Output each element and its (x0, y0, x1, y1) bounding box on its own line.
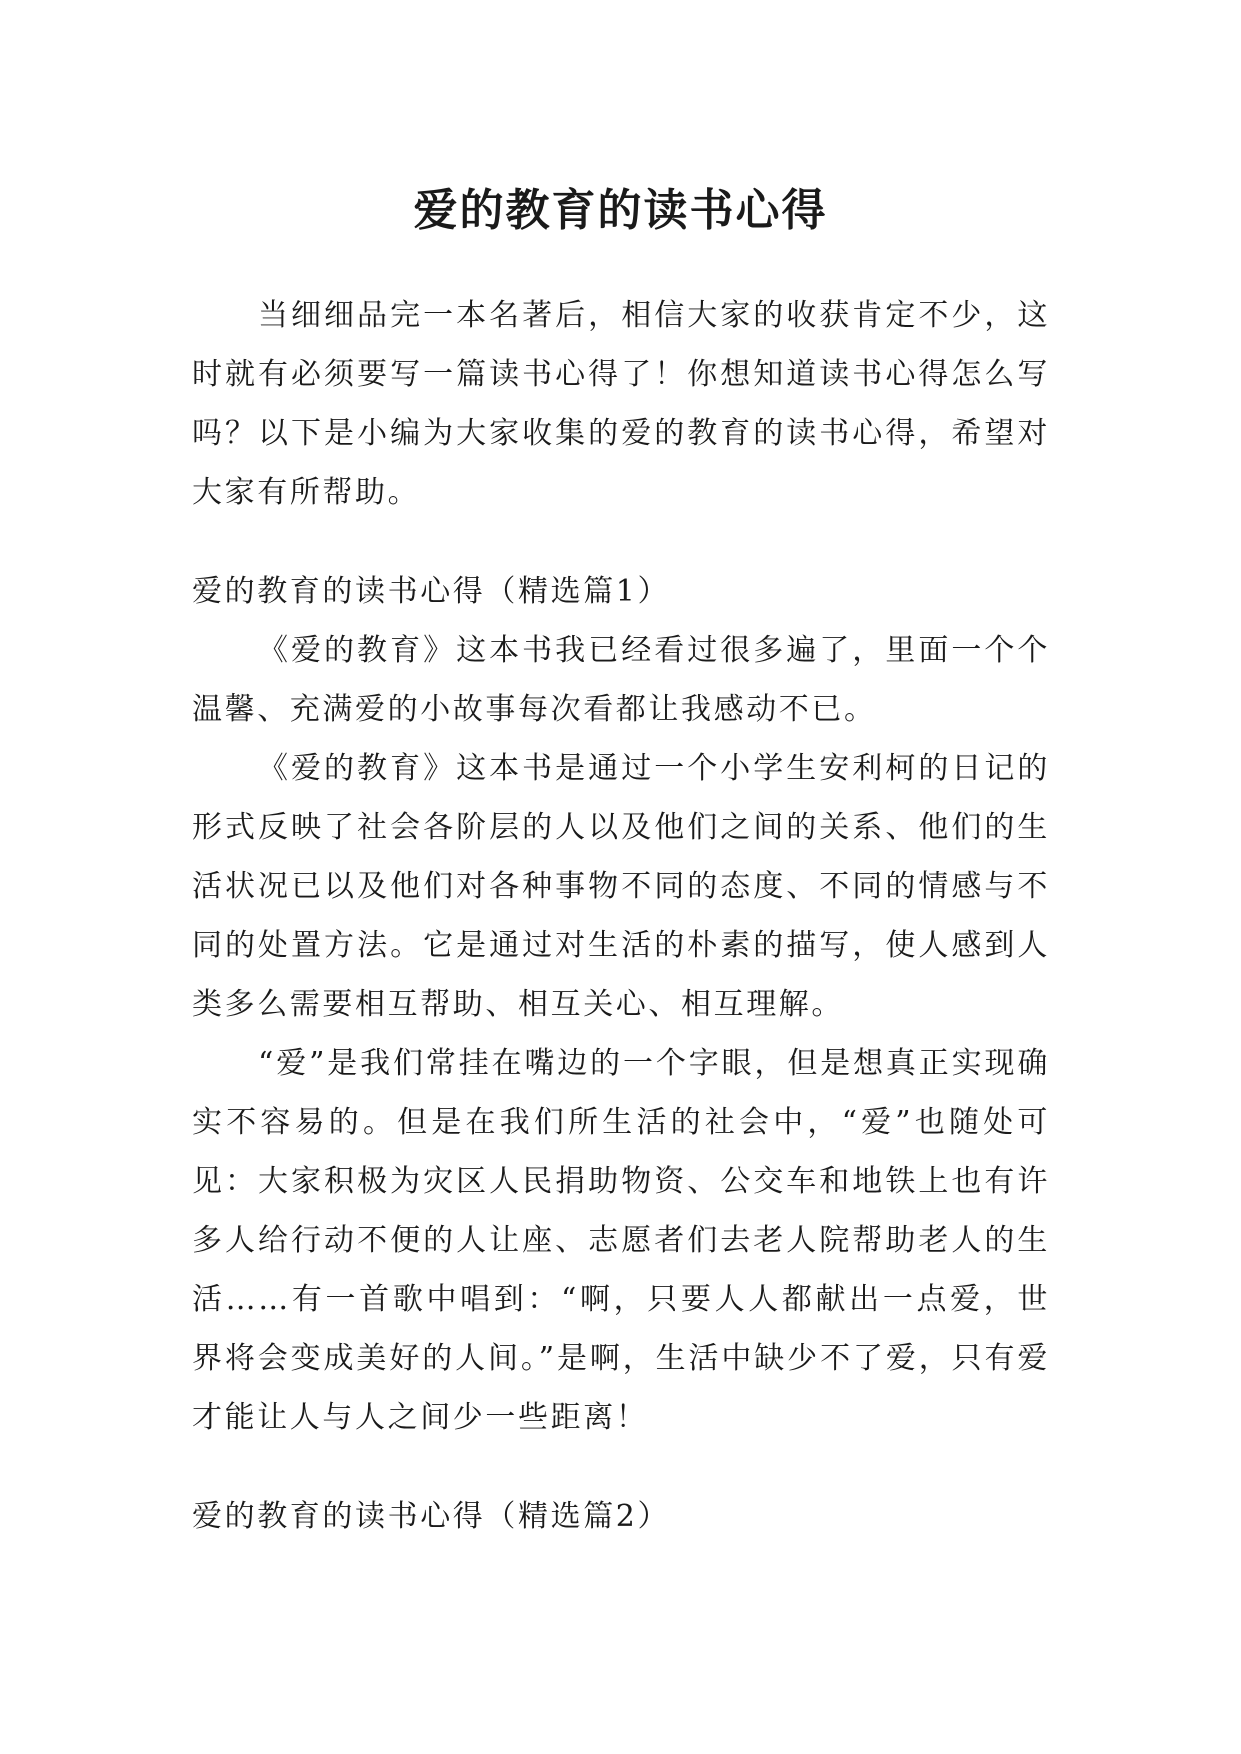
section-1-paragraph-2: 《爱的教育》这本书是通过一个小学生安利柯的日记的形式反映了社会各阶层的人以及他们之间的关系、他们的生活状况已以及他们对各种事物不同的态度、不同的情感与不同的处置方法。它是通过对生活的朴素的描写，使人感到人类多么需要相互帮助、相互关心、相互理解。 (192, 751, 1050, 1022)
intro-paragraph: 当细细品完一本名著后，相信大家的收获肯定不少，这时就有必须要写一篇读书心得了！你想知道读书心得怎么写吗？以下是小编为大家收集的爱的教育的读书心得，希望对大家有所帮助。 (192, 298, 1050, 510)
section-1-paragraph-1: 《爱的教育》这本书我已经看过很多遍了，里面一个个温馨、充满爱的小故事每次看都让我感动不已。 (192, 633, 1050, 727)
section-1-paragraph-3: “爱”是我们常挂在嘴边的一个字眼，但是想真正实现确实不容易的。但是在我们所生活的社会中，“爱”也随处可见：大家积极为灾区人民捐助物资、公交车和地铁上也有许多人给行动不便的人让座、志愿者们去老人院帮助老人的生活……有一首歌中唱到：“啊，只要人人都献出一点爱，世界将会变成美好的人间。”是啊，生活中缺少不了爱，只有爱才能让人与人之间少一些距离！ (192, 1046, 1050, 1435)
document-body (192, 286, 1050, 1546)
page-title: 爱的教育的读书心得 (413, 185, 828, 237)
section-heading-2: 爱的教育的读书心得（精选篇2） (192, 1499, 671, 1534)
section-heading-1: 爱的教育的读书心得（精选篇1） (192, 574, 671, 609)
